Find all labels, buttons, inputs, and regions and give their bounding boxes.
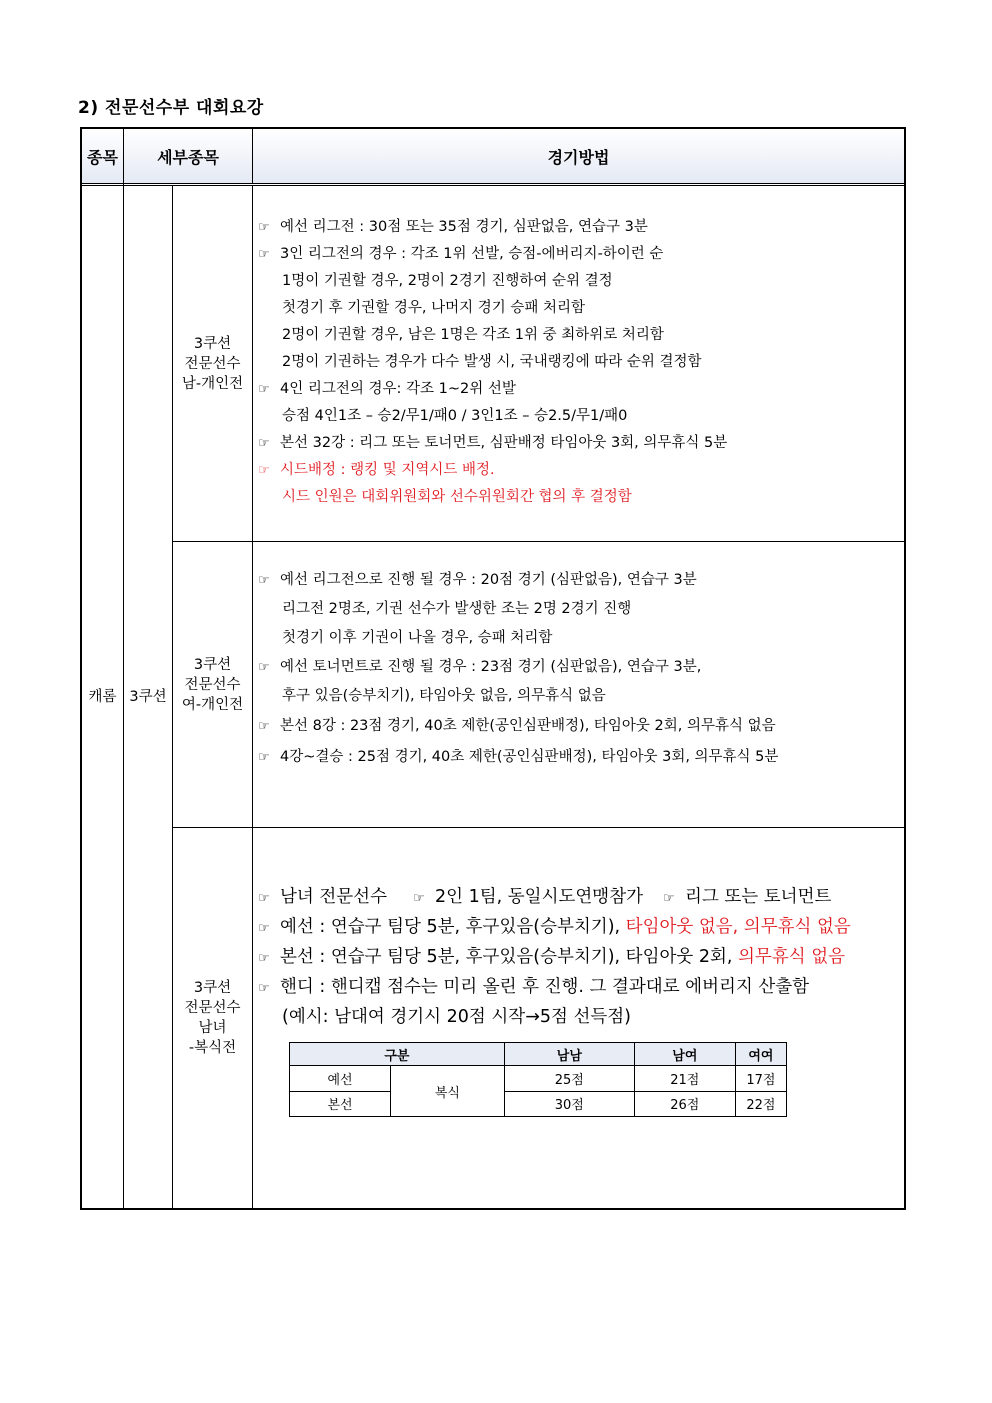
row-women-individual-rules [258,566,778,773]
rule-line: ☞ 본선 32강 : 리그 또는 토너먼트, 심판배정 타임아웃 3회, 의무휴식 5분 [258,430,727,457]
event-name: 캐롬 [88,689,117,705]
label-line: 전문선수 [184,676,241,693]
header-event: 종목 [87,147,118,167]
row-women-individual-label [173,542,252,827]
table-header: 구분 [290,1043,505,1066]
label-line: 3쿠션 [193,980,232,996]
divider-header-method [252,129,253,183]
row-divider-1 [172,541,904,542]
header-method: 경기방법 [547,147,610,167]
pointing-hand-icon: ☞ [258,573,270,588]
rules-table [80,127,906,1210]
label-line: 3쿠션 [193,335,232,352]
pointing-hand-icon: ☞ [258,382,270,397]
table-header: 남남 [504,1043,634,1066]
table-header: 여여 [735,1043,786,1066]
row-doubles-label [173,828,252,1208]
header-line-1 [82,183,904,184]
divider-method [252,186,253,1208]
pointing-hand-icon: ☞ [258,921,270,936]
rule-line: ☞ 예선 토너먼트로 진행 될 경우 : 23점 경기 (심판없음), 연습구 3분, [258,653,778,682]
category-name: 3쿠션 [129,689,167,705]
table-cell: 예선 [290,1066,391,1091]
rule-line: ☞ 예선 : 연습구 팀당 5분, 후구있음(승부치기), 타임아웃 없음, 의무휴식 없음 [258,912,851,942]
rule-line: ☞ 본선 8강 : 23점 경기, 40초 제한(공인심판배정), 타임아웃 2회, 의무휴식 없음 [258,711,778,742]
table-cell: 25점 [504,1066,634,1091]
rule-line: ☞ 남녀 전문선수 ☞ 2인 1팀, 동일시도연맹참가 ☞ 리그 또는 토너먼트 [258,882,851,912]
rule-line: 2명이 기권할 경우, 남은 1명은 각조 1위 중 최하위로 처리함 [282,327,664,343]
table-cell: 21점 [634,1066,735,1091]
row-men-individual-label [173,186,252,541]
pointing-hand-icon: ☞ [258,247,270,262]
rule-line: ☞ 핸디 : 핸디캡 점수는 미리 올린 후 진행. 그 결과대로 에버리지 산출함 [258,972,851,1002]
rule-line: ☞ 4인 리그전의 경우: 각조 1~2위 선발 [258,376,727,403]
table-cell: 30점 [504,1091,634,1116]
pointing-hand-icon: ☞ [258,951,270,966]
pointing-hand-icon: ☞ [258,719,270,734]
pointing-hand-icon: ☞ [663,891,675,906]
label-line: 전문선수 [184,1000,241,1016]
rule-line: ☞ 예선 리그전으로 진행 될 경우 : 20점 경기 (심판없음), 연습구 3분 [258,566,778,595]
rule-line: ☞ 4강~결승 : 25점 경기, 40초 제한(공인심판배정), 타임아웃 3회, 의무휴식 5분 [258,742,778,773]
pointing-hand-icon: ☞ [258,436,270,451]
table-cell: 17점 [735,1066,786,1091]
pointing-hand-icon: ☞ [258,981,270,996]
section-title: 2) 전문선수부 대회요강 [78,98,264,118]
label-line: 전문선수 [184,355,241,372]
table-cell: 26점 [634,1091,735,1116]
label-line: -복식전 [188,1040,237,1056]
table-cell: 본선 [290,1091,391,1116]
row-divider-2 [172,827,904,828]
pointing-hand-icon: ☞ [258,463,270,478]
pointing-hand-icon: ☞ [413,891,425,906]
row-men-individual-rules [258,214,727,511]
table-row [290,1043,787,1066]
rule-line: 승점 4인1조 – 승2/무1/패0 / 3인1조 – 승2.5/무1/패0 [282,408,628,424]
handicap-table [289,1042,787,1117]
rule-line-seed: ☞ 시드배정 : 랭킹 및 지역시드 배정. [258,457,727,484]
table-cell: 22점 [735,1091,786,1116]
table-row [290,1066,787,1091]
label-line: 남녀 [198,1020,227,1036]
row-doubles-rules [258,882,851,1032]
rule-line: ☞ 본선 : 연습구 팀당 5분, 후구있음(승부치기), 타임아웃 2회, 의무휴식 없음 [258,942,851,972]
rule-line: 첫경기 이후 기권이 나올 경우, 승패 처리함 [282,630,553,646]
rule-line: 리그전 2명조, 기권 선수가 발생한 조는 2명 2경기 진행 [282,601,632,617]
pointing-hand-icon: ☞ [258,660,270,675]
rule-line: 2명이 기권하는 경우가 다수 발생 시, 국내랭킹에 따라 순위 결정함 [282,354,702,370]
rule-line-seed-note: 시드 인원은 대회위원회와 선수위원회간 협의 후 결정함 [282,489,632,505]
rule-line: ☞ 예선 리그전 : 30점 또는 35점 경기, 심판없음, 연습구 3분 [258,214,727,241]
rule-line: 첫경기 후 기권할 경우, 나머지 경기 승패 처리함 [282,300,586,316]
pointing-hand-icon: ☞ [258,220,270,235]
pointing-hand-icon: ☞ [258,891,270,906]
rule-line: 1명이 기권할 경우, 2명이 2경기 진행하여 순위 결정 [282,273,613,289]
pointing-hand-icon: ☞ [258,750,270,765]
label-line: 남-개인전 [181,375,244,392]
header-sub-event: 세부종목 [157,147,219,167]
table-cell: 복식 [391,1066,505,1117]
label-line: 여-개인전 [181,696,244,713]
rule-line: (예시: 남대여 경기시 20점 시작→5점 선득점) [282,1007,632,1027]
rule-line: ☞ 3인 리그전의 경우 : 각조 1위 선발, 승점-에버리지-하이런 순 [258,241,727,268]
label-line: 3쿠션 [193,656,232,673]
table-header: 남여 [634,1043,735,1066]
rule-line: 후구 있음(승부치기), 타임아웃 없음, 의무휴식 없음 [282,688,606,704]
table-row [290,1091,787,1116]
